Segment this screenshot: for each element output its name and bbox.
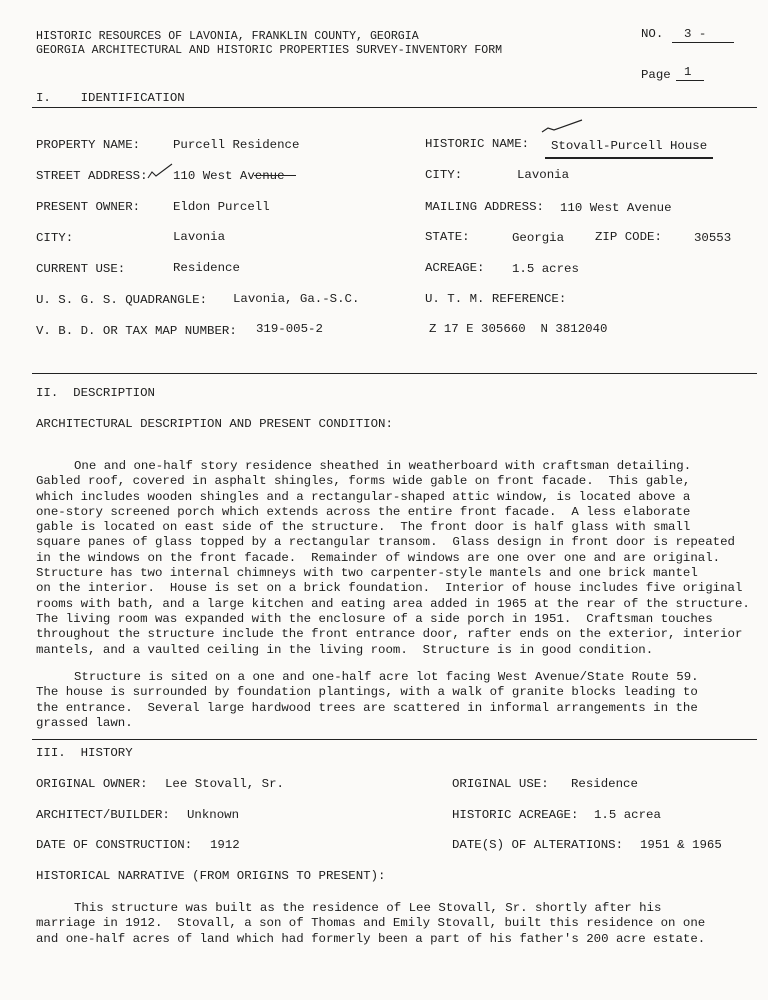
form-number-underline xyxy=(672,42,734,43)
text-line: Structure has two internal chimneys with two carpenter-style mantels and one brick mantel xyxy=(36,566,698,581)
text-line: and one-half acres of land which had formerly been a part of his father's 200 acre estate. xyxy=(36,931,706,946)
text-line: the entrance. Several large hardwood trees are scattered in informal arrangements in the xyxy=(36,700,698,715)
original-use-label: ORIGINAL USE: xyxy=(452,777,549,791)
description-subheading: ARCHITECTURAL DESCRIPTION AND PRESENT CONDITION: xyxy=(36,417,393,431)
text-line: gable is located on east side of the structure. The front door is half glass with small xyxy=(36,520,691,535)
acreage-label: ACREAGE: xyxy=(425,261,485,275)
text-line: Structure is sited on a one and one-half acre lot facing West Avenue/State Route 59. xyxy=(74,670,699,684)
section-divider xyxy=(32,107,757,108)
historical-narrative-text xyxy=(36,901,761,947)
text-line: in the windows on the front facade. Remainder of windows are one over one and are original. xyxy=(36,550,721,565)
text-line: One and one-half story residence sheathed in weatherboard with craftsman detailing. xyxy=(74,459,692,473)
date-of-alterations-value: 1951 & 1965 xyxy=(640,838,722,852)
historic-name-value: Stovall-Purcell House xyxy=(551,139,708,153)
history-heading: III. HISTORY xyxy=(36,746,133,760)
form-title: GEORGIA ARCHITECTURAL AND HISTORIC PROPERTIES SURVEY-INVENTORY FORM xyxy=(36,44,503,57)
city-label-left: CITY: xyxy=(36,231,74,245)
original-owner-label: ORIGINAL OWNER: xyxy=(36,777,148,791)
page-number: 1 xyxy=(684,65,692,79)
acreage-value: 1.5 acres xyxy=(512,262,579,276)
usgs-quadrangle-label: U. S. G. S. QUADRANGLE: xyxy=(36,293,208,307)
text-line: The house is surrounded by foundation plantings, with a walk of granite blocks leading to xyxy=(36,685,698,700)
description-heading: II. DESCRIPTION xyxy=(36,386,155,400)
check-mark-icon xyxy=(146,162,174,180)
check-mark-icon xyxy=(540,118,586,136)
street-address-value: 110 West Avenue xyxy=(173,169,285,183)
form-number-value: 3 - xyxy=(684,27,707,41)
street-address-label: STREET ADDRESS: xyxy=(36,169,148,183)
description-paragraph-1 xyxy=(36,459,761,658)
historic-acreage-value: 1.5 acrea xyxy=(594,808,661,822)
date-of-alterations-label: DATE(S) OF ALTERATIONS: xyxy=(452,838,624,852)
architect-builder-label: ARCHITECT/BUILDER: xyxy=(36,808,170,822)
zip-code-value: 30553 xyxy=(694,231,732,245)
historic-acreage-label: HISTORIC ACREAGE: xyxy=(452,808,579,822)
city-label-right: CITY: xyxy=(425,168,463,182)
form-series-title: HISTORIC RESOURCES OF LAVONIA, FRANKLIN COUNTY, GEORGIA xyxy=(36,30,419,43)
page-label: Page xyxy=(641,68,671,82)
text-line: Gabled roof, covered in asphalt shingles, forms wide gable on front facade. This gable, xyxy=(36,474,691,489)
property-name-label: PROPERTY NAME: xyxy=(36,138,141,152)
historic-name-underline xyxy=(545,157,713,159)
present-owner-value: Eldon Purcell xyxy=(173,200,270,214)
form-number-label: NO. xyxy=(641,27,664,41)
text-line: square panes of glass topped by a rectangular transom. Glass design in front door is repeated xyxy=(36,535,735,550)
architect-builder-value: Unknown xyxy=(187,808,240,822)
text-line: one-story screened porch which extends across the entire front facade. A less elaborate xyxy=(36,504,691,519)
text-line: marriage in 1912. Stovall, a son of Thomas and Emily Stovall, built this residence on one xyxy=(36,916,706,931)
text-line: This structure was built as the residence of Lee Stovall, Sr. shortly after his xyxy=(74,901,662,915)
text-line: grassed lawn. xyxy=(36,715,133,730)
mailing-address-value: 110 West Avenue xyxy=(560,201,672,215)
identification-heading: I. IDENTIFICATION xyxy=(36,91,185,105)
date-of-construction-value: 1912 xyxy=(210,838,240,852)
utm-reference-label: U. T. M. REFERENCE: xyxy=(425,292,567,306)
original-use-value: Residence xyxy=(571,777,638,791)
state-value: Georgia xyxy=(512,231,565,245)
page-number-underline xyxy=(676,80,704,81)
tax-map-number-value: 319-005-2 xyxy=(256,322,323,336)
date-of-construction-label: DATE OF CONSTRUCTION: xyxy=(36,838,193,852)
text-line: mantels, and a vaulted ceiling in the living room. Structure is in good condition. xyxy=(36,642,654,657)
original-owner-value: Lee Stovall, Sr. xyxy=(165,777,284,791)
present-owner-label: PRESENT OWNER: xyxy=(36,200,141,214)
tax-map-number-label: V. B. D. OR TAX MAP NUMBER: xyxy=(36,324,237,338)
mailing-address-label: MAILING ADDRESS: xyxy=(425,200,544,214)
text-line: rooms with bath, and a large kitchen and eating area added in 1965 at the rear of the structure. xyxy=(36,596,750,611)
zip-code-label: ZIP CODE: xyxy=(595,230,662,244)
section-divider xyxy=(32,739,757,740)
description-paragraph-2 xyxy=(36,670,761,731)
city-value-left: Lavonia xyxy=(173,230,226,244)
city-value-right: Lavonia xyxy=(517,168,570,182)
usgs-quadrangle-value: Lavonia, Ga.-S.C. xyxy=(233,292,360,306)
text-line: The living room was expanded with the enclosure of a side porch in 1951. Craftsman touches xyxy=(36,611,713,626)
utm-reference-value: Z 17 E 305660 N 3812040 xyxy=(429,322,608,336)
text-line: throughout the structure include the front entrance door, rafter ends on the exterior, interior xyxy=(36,627,743,642)
current-use-label: CURRENT USE: xyxy=(36,262,126,276)
property-name-value: Purcell Residence xyxy=(173,138,300,152)
text-line: which includes wooden shingles and a rectangular-shaped attic window, is located above a xyxy=(36,489,691,504)
historic-name-label: HISTORIC NAME: xyxy=(425,137,530,151)
text-line: on the interior. House is set on a brick foundation. Interior of house includes five original xyxy=(36,581,743,596)
state-label: STATE: xyxy=(425,230,470,244)
current-use-value: Residence xyxy=(173,261,240,275)
strikeout-mark xyxy=(254,175,296,176)
historical-narrative-label: HISTORICAL NARRATIVE (FROM ORIGINS TO PRESENT): xyxy=(36,869,386,883)
section-divider xyxy=(32,373,757,374)
